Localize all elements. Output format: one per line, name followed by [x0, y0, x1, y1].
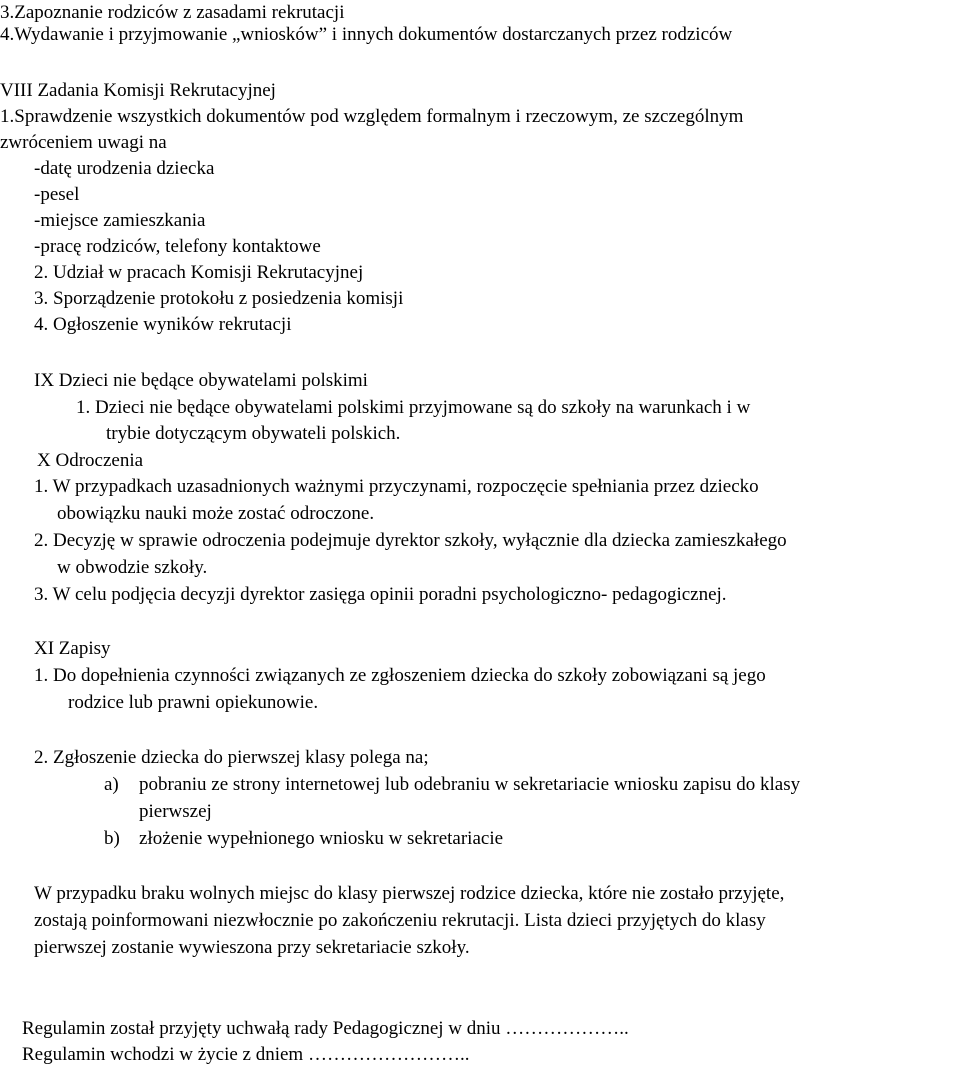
- list-item: 3. W celu podjęcia decyzji dyrektor zasięga opinii poradni psychologiczno- pedagogicznej.: [34, 584, 727, 605]
- list-item: 2. Udział w pracach Komisji Rekrutacyjnej: [34, 262, 364, 283]
- list-marker: a): [104, 774, 119, 795]
- text-line: pierwszej: [139, 801, 212, 822]
- list-item: -pesel: [34, 184, 80, 205]
- paragraph-line: zostają poinformowani niezwłocznie po zakończeniu rekrutacji. Lista dzieci przyjętych do klasy: [34, 910, 766, 931]
- list-item: 1. W przypadkach uzasadnionych ważnymi przyczynami, rozpoczęcie spełniania przez dziecko: [34, 476, 759, 497]
- list-item: -pracę rodziców, telefony kontaktowe: [34, 236, 321, 257]
- list-item: pobraniu ze strony internetowej lub odebraniu w sekretariacie wniosku zapisu do klasy: [139, 774, 801, 795]
- text-line: 1.Sprawdzenie wszystkich dokumentów pod względem formalnym i rzeczowym, ze szczególnym: [0, 106, 744, 127]
- list-item: 4. Ogłoszenie wyników rekrutacji: [34, 314, 292, 335]
- list-item: 1. Do dopełnienia czynności związanych ze zgłoszeniem dziecka do szkoły zobowiązani są jego: [34, 665, 766, 686]
- text-line: 3.Zapoznanie rodziców z zasadami rekrutacji: [0, 2, 345, 23]
- text-line: obowiązku nauki może zostać odroczone.: [57, 503, 375, 524]
- text-line: 4.Wydawanie i przyjmowanie „wniosków” i innych dokumentów dostarczanych przez rodziców: [0, 24, 733, 45]
- list-item: złożenie wypełnionego wniosku w sekretariacie: [139, 828, 504, 849]
- list-item: 3. Sporządzenie protokołu z posiedzenia komisji: [34, 288, 404, 309]
- section-heading: IX Dzieci nie będące obywatelami polskimi: [34, 370, 368, 391]
- list-item: 2. Decyzję w sprawie odroczenia podejmuje dyrektor szkoły, wyłącznie dla dziecka zamieszkałego: [34, 530, 787, 551]
- text-line: rodzice lub prawni opiekunowie.: [68, 692, 319, 713]
- paragraph-line: W przypadku braku wolnych miejsc do klasy pierwszej rodzice dziecka, które nie zostało przyjęte,: [34, 883, 785, 904]
- list-item: 1. Dzieci nie będące obywatelami polskimi przyjmowane są do szkoły na warunkach i w: [76, 397, 751, 418]
- text-line: w obwodzie szkoły.: [57, 557, 208, 578]
- footer-line: Regulamin wchodzi w życie z dniem ……………………..: [22, 1044, 470, 1065]
- section-heading: XI Zapisy: [34, 638, 111, 659]
- footer-line: Regulamin został przyjęty uchwałą rady Pedagogicznej w dniu ………………..: [22, 1018, 629, 1039]
- text-line: zwróceniem uwagi na: [0, 132, 167, 153]
- list-item: -datę urodzenia dziecka: [34, 158, 215, 179]
- list-item: -miejsce zamieszkania: [34, 210, 206, 231]
- section-heading: X Odroczenia: [37, 450, 144, 471]
- paragraph-line: pierwszej zostanie wywieszona przy sekretariacie szkoły.: [34, 937, 470, 958]
- list-marker: b): [104, 828, 120, 849]
- list-item: 2. Zgłoszenie dziecka do pierwszej klasy polega na;: [34, 747, 429, 768]
- section-heading: VIII Zadania Komisji Rekrutacyjnej: [0, 80, 276, 101]
- text-line: trybie dotyczącym obywateli polskich.: [106, 423, 401, 444]
